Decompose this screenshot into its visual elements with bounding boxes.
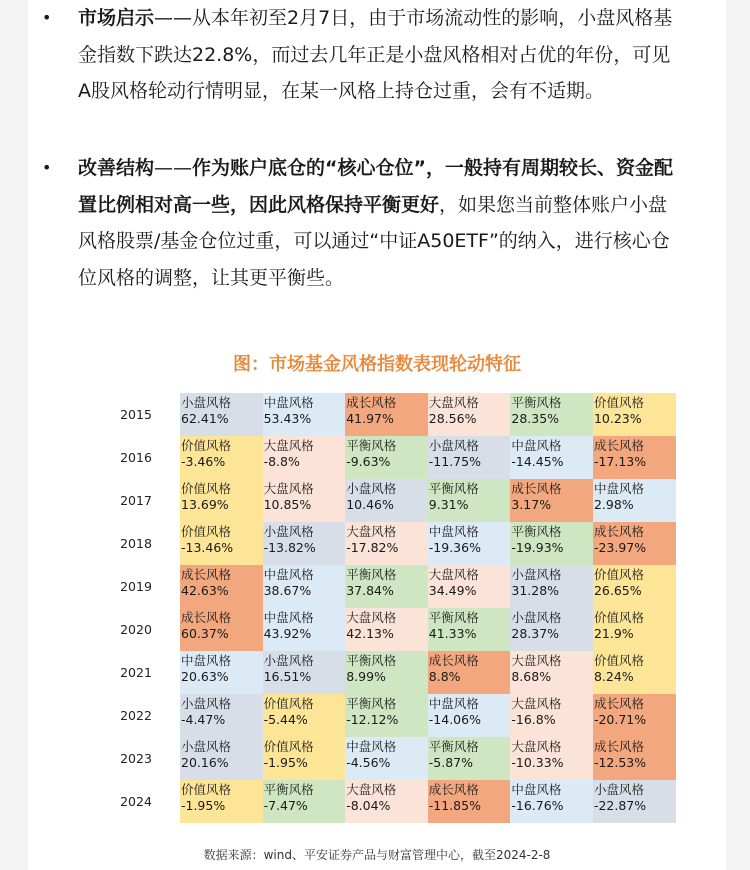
style-return: -14.45% [511,454,564,469]
table-cell [510,393,593,436]
table-cell [593,393,676,436]
table-row [92,737,706,780]
style-name: 平衡风格 [511,524,562,539]
style-rotation-table [92,393,706,823]
style-name: 中盘风格 [511,438,562,453]
table-row [92,522,706,565]
table-cell [345,565,428,608]
table-cell [180,737,263,780]
style-name: 中盘风格 [263,395,314,410]
table-cell [428,522,511,565]
table-cell [593,436,676,479]
table-cell [510,479,593,522]
style-name: 中盘风格 [428,696,479,711]
style-name: 平衡风格 [263,782,314,797]
style-name: 大盘风格 [263,481,314,496]
style-return: 9.31% [428,497,469,512]
style-return: 10.85% [263,497,312,512]
year-label: 2015 [120,407,152,422]
table-cell [428,737,511,780]
table-row [92,780,706,823]
table-cell [593,479,676,522]
style-return: -3.46% [181,454,226,469]
style-return: -19.93% [511,540,564,555]
table-cell [180,608,263,651]
style-return: -11.75% [428,454,481,469]
table-row [92,479,706,522]
style-name: 大盘风格 [428,395,479,410]
style-name: 中盘风格 [263,610,314,625]
table-cell [428,479,511,522]
style-name: 成长风格 [181,610,232,625]
style-return: 34.49% [428,583,477,598]
table-cell [428,694,511,737]
style-return: 28.35% [511,411,560,426]
style-return: 8.99% [346,669,386,684]
style-return: 41.97% [346,411,394,426]
table-cell [263,436,346,479]
style-return: 43.92% [263,626,312,641]
style-name: 平衡风格 [346,653,397,668]
style-name: 价值风格 [593,653,644,668]
table-cell [345,651,428,694]
table-cell [263,737,346,780]
table-cell [510,780,593,823]
style-return: -22.87% [593,798,647,813]
document-page [28,0,726,870]
style-return: -12.53% [593,755,647,770]
style-name: 中盘风格 [593,481,644,496]
table-cell [593,651,676,694]
style-return: 41.33% [428,626,477,641]
style-return: 28.56% [428,411,477,426]
year-label: 2018 [120,536,152,551]
table-cell [263,780,346,823]
year-label: 2019 [120,579,152,594]
style-name: 成长风格 [593,438,644,453]
table-cell [345,393,428,436]
style-return: 13.69% [181,497,229,512]
table-row [92,651,706,694]
table-cell [263,565,346,608]
table-cell [510,565,593,608]
table-cell [428,780,511,823]
chart-title: 图：市场基金风格指数表现轮动特征 [233,354,521,375]
bullet-market-insight [42,0,678,110]
style-return: -4.56% [346,755,391,770]
style-return: -17.13% [593,454,647,469]
style-return: -1.95% [181,798,226,813]
style-name: 成长风格 [593,739,644,754]
style-return: 16.51% [263,669,312,684]
table-cell [263,694,346,737]
table-row [92,436,706,479]
table-cell [345,608,428,651]
style-name: 小盘风格 [181,739,232,754]
style-return: 20.63% [181,669,229,684]
year-label: 2024 [120,794,152,809]
style-return: -19.36% [428,540,481,555]
style-name: 大盘风格 [346,782,397,797]
table-cell [180,479,263,522]
table-cell [180,436,263,479]
style-name: 大盘风格 [346,524,397,539]
bullet-dot-icon: • [42,158,52,177]
table-cell [510,651,593,694]
style-name: 成长风格 [428,782,479,797]
style-return: -16.76% [511,798,564,813]
bullet-dash: —— [154,157,193,179]
style-return: 8.8% [428,669,461,684]
table-cell [428,608,511,651]
style-name: 大盘风格 [511,696,562,711]
style-name: 平衡风格 [428,481,479,496]
table-cell [510,522,593,565]
table-cell [180,393,263,436]
table-cell [345,479,428,522]
style-name: 平衡风格 [428,739,479,754]
style-name: 小盘风格 [181,696,232,711]
style-name: 平衡风格 [346,567,397,582]
style-return: 10.23% [593,411,642,426]
year-label: 2022 [120,708,152,723]
bullet-improve-structure [42,150,678,296]
style-return: -8.04% [346,798,391,813]
style-return: 8.68% [511,669,552,684]
table-cell [263,608,346,651]
style-return: -4.47% [181,712,226,727]
style-return: 10.46% [346,497,394,512]
style-name: 平衡风格 [428,610,479,625]
table-cell [180,694,263,737]
style-return: -8.8% [263,454,300,469]
style-name: 小盘风格 [263,653,314,668]
style-name: 中盘风格 [428,524,479,539]
data-source-note: 数据来源：wind、平安证券产品与财富管理中心，截至2024-2-8 [203,848,551,862]
table-cell [428,393,511,436]
table-cell [345,694,428,737]
style-name: 大盘风格 [511,653,562,668]
style-name: 成长风格 [593,524,644,539]
style-return: -10.33% [511,755,564,770]
style-name: 平衡风格 [511,395,562,410]
style-name: 中盘风格 [346,739,397,754]
right-margin [726,0,750,870]
table-cell [593,522,676,565]
year-label: 2021 [120,665,152,680]
style-return: 38.67% [263,583,312,598]
year-label: 2016 [120,450,152,465]
table-cell [593,780,676,823]
style-return: 20.16% [181,755,229,770]
style-return: 42.13% [346,626,394,641]
bullet-heading: 改善结构 [78,157,155,179]
year-label: 2020 [120,622,152,637]
table-cell [428,565,511,608]
table-cell [510,436,593,479]
table-cell [345,436,428,479]
style-name: 价值风格 [181,438,232,453]
style-return: -11.85% [428,798,481,813]
table-cell [510,694,593,737]
table-row [92,608,706,651]
style-name: 小盘风格 [593,782,644,797]
table-cell [180,780,263,823]
style-return: -17.82% [346,540,399,555]
table-cell [428,651,511,694]
bullet-dot-icon: • [42,8,52,27]
table-cell [593,694,676,737]
table-cell [345,780,428,823]
style-name: 平衡风格 [346,438,397,453]
style-name: 价值风格 [263,696,314,711]
style-name: 价值风格 [263,739,314,754]
table-cell [180,565,263,608]
style-return: -16.8% [511,712,556,727]
style-name: 成长风格 [593,696,644,711]
style-return: -1.95% [263,755,308,770]
style-name: 中盘风格 [181,653,232,668]
bullet-bold-text: 作为账户底仓的“核心仓位”，一般持有周期较长、资金配置比例相对高一些，因此风格保持平衡更好 [78,157,673,216]
style-return: 42.63% [181,583,229,598]
style-return: 37.84% [346,583,394,598]
style-return: -9.63% [346,454,391,469]
style-return: -13.82% [263,540,316,555]
style-return: -5.44% [263,712,308,727]
table-cell [263,522,346,565]
table-cell [180,522,263,565]
style-name: 小盘风格 [263,524,314,539]
table-cell [263,651,346,694]
style-name: 大盘风格 [511,739,562,754]
table-cell [593,737,676,780]
style-name: 小盘风格 [181,395,232,410]
style-return: 31.28% [511,583,560,598]
style-return: -7.47% [263,798,308,813]
style-return: 2.98% [593,497,634,512]
style-name: 大盘风格 [263,438,314,453]
bullet-text: ——从本年初至2月7日，由于市场流动性的影响，小盘风格基金指数下跌达22.8%，而过去几年正是小盘风格相对占优的年份，可见A股风格轮动行情明显，在某一风格上持仓过重，会有不适期。 [78,7,673,102]
style-name: 小盘风格 [511,567,562,582]
style-name: 大盘风格 [346,610,397,625]
style-name: 成长风格 [346,395,397,410]
table-cell [593,608,676,651]
table-cell [593,565,676,608]
style-name: 中盘风格 [263,567,314,582]
table-cell [345,737,428,780]
style-name: 小盘风格 [346,481,397,496]
style-return: -5.87% [428,755,474,770]
style-name: 平衡风格 [346,696,397,711]
style-name: 大盘风格 [428,567,479,582]
style-return: -20.71% [593,712,647,727]
style-return: 28.37% [511,626,560,641]
table-row [92,694,706,737]
table-cell [180,651,263,694]
style-name: 价值风格 [181,524,232,539]
style-return: -13.46% [181,540,234,555]
table-cell [510,608,593,651]
style-name: 价值风格 [593,395,644,410]
table-cell [345,522,428,565]
table-cell [263,393,346,436]
style-name: 成长风格 [511,481,562,496]
year-label: 2017 [120,493,152,508]
style-return: -14.06% [428,712,481,727]
style-name: 价值风格 [181,481,232,496]
style-return: 60.37% [181,626,229,641]
table-cell [428,436,511,479]
style-return: -12.12% [346,712,399,727]
bullet-text: ，如果您当前整体账户小盘风格股票/基金仓位过重，可以通过“中证A50ETF”的纳入，进行核心仓位风格的调整，让其更平衡些。 [78,193,670,289]
style-name: 成长风格 [428,653,479,668]
bullet-heading: 市场启示 [78,7,155,29]
table-cell [510,737,593,780]
style-return: 26.65% [593,583,642,598]
year-label: 2023 [120,751,152,766]
style-return: -23.97% [593,540,647,555]
style-return: 62.41% [181,411,229,426]
style-return: 3.17% [511,497,552,512]
table-cell [263,479,346,522]
style-name: 价值风格 [593,567,644,582]
style-return: 8.24% [593,669,634,684]
style-name: 小盘风格 [428,438,479,453]
style-return: 21.9% [593,626,634,641]
style-return: 53.43% [263,411,312,426]
left-margin [0,0,28,870]
table-row [92,565,706,608]
table-row [92,393,706,436]
style-name: 小盘风格 [511,610,562,625]
style-name: 成长风格 [181,567,232,582]
style-name: 中盘风格 [511,782,562,797]
style-name: 价值风格 [181,782,232,797]
style-name: 价值风格 [593,610,644,625]
